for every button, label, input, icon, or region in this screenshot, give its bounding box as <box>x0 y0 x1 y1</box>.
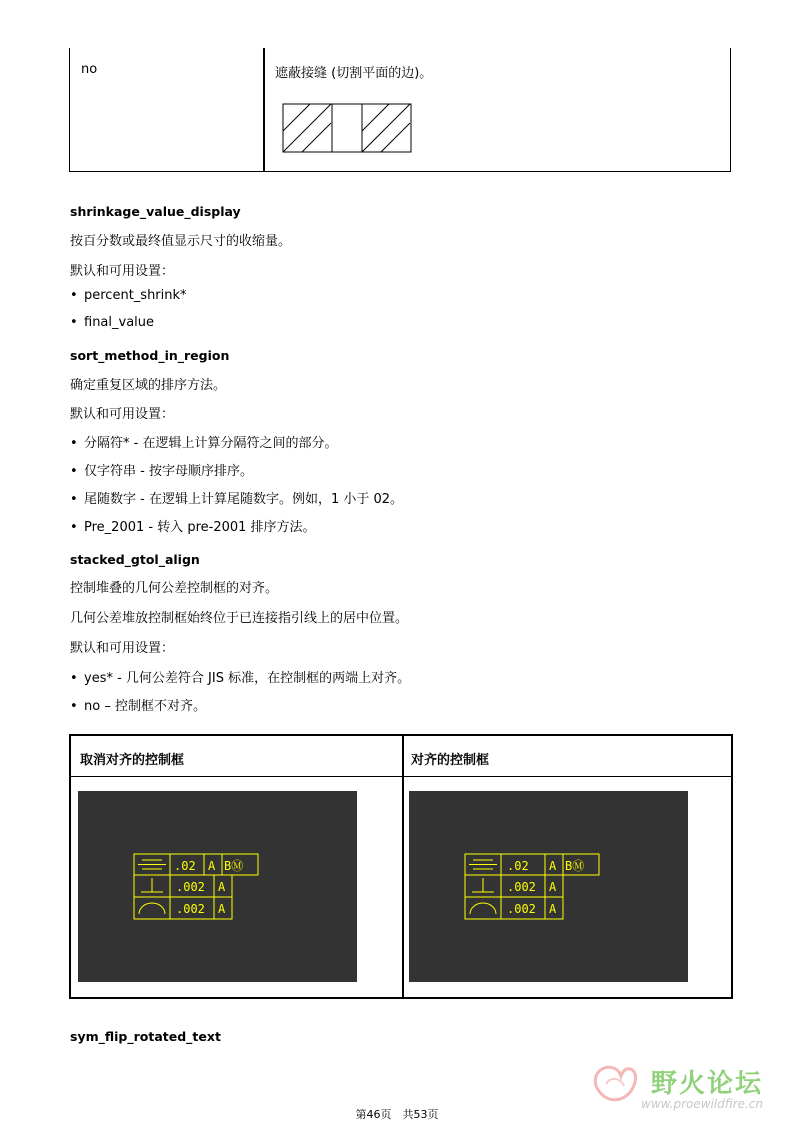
section-title-shrinkage: shrinkage_value_display <box>70 204 241 219</box>
bullet-icon: • <box>70 520 78 535</box>
bullet-icon: • <box>70 288 78 303</box>
top-table <box>69 48 731 172</box>
list-item: • no – 控制框不对齐。 <box>70 699 206 714</box>
tol-value-3: .002 <box>176 902 205 916</box>
tol-value-2: .002 <box>507 880 536 894</box>
aligned-frame-image <box>409 791 688 982</box>
defaults-label: 默认和可用设置： <box>70 641 175 656</box>
list-item: • 尾随数字 - 在逻辑上计算尾随数字。例如，1 小于 02。 <box>70 492 404 507</box>
table-cell-option: no <box>81 62 98 77</box>
bullet-icon: • <box>70 315 78 330</box>
bullet-icon: • <box>70 699 78 714</box>
datum-2: BⓂ <box>565 859 585 873</box>
datum-2: BⓂ <box>224 859 244 873</box>
list-item: • 仅字符串 - 按字母顺序排序。 <box>70 464 253 479</box>
hatch-diagram <box>282 103 414 153</box>
tol-value-2: .002 <box>176 880 205 894</box>
datum-4: A <box>549 902 557 916</box>
datum-1: A <box>208 859 216 873</box>
datum-3: A <box>549 880 557 894</box>
list-item: • 分隔符* - 在逻辑上计算分隔符之间的部分。 <box>70 436 338 451</box>
datum-1: A <box>549 859 557 873</box>
section-description: 确定重复区域的排序方法。 <box>70 378 227 393</box>
tol-value-1: .02 <box>174 859 196 873</box>
bullet-icon: • <box>70 436 78 451</box>
bullet-icon: • <box>70 492 78 507</box>
defaults-label: 默认和可用设置： <box>70 407 175 422</box>
datum-3: A <box>218 880 226 894</box>
header-aligned: 对齐的控制框 <box>411 753 490 768</box>
table-divider <box>263 48 265 172</box>
section-description: 控制堆叠的几何公差控制框的对齐。 <box>70 581 279 596</box>
table-header-divider <box>71 776 731 777</box>
section-title-sort: sort_method_in_region <box>70 348 230 363</box>
unaligned-frame-image <box>78 791 357 982</box>
bullet-icon: • <box>70 464 78 479</box>
datum-4: A <box>218 902 226 916</box>
tol-value-3: .002 <box>507 902 536 916</box>
section-title-stacked: stacked_gtol_align <box>70 552 200 567</box>
watermark-url: www.proewildfire.cn <box>641 1097 763 1111</box>
defaults-label: 默认和可用设置： <box>70 264 175 279</box>
bullet-icon: • <box>70 671 78 686</box>
section-description: 按百分数或最终值显示尺寸的收缩量。 <box>70 234 292 249</box>
list-item: • yes* - 几何公差符合 JIS 标准，在控制框的两端上对齐。 <box>70 671 411 686</box>
table-cell-description: 遮蔽接缝 (切割平面的边)。 <box>275 66 433 81</box>
list-item: • percent_shrink* <box>70 288 187 303</box>
header-unaligned: 取消对齐的控制框 <box>80 753 185 768</box>
gtol-frame-unaligned <box>78 791 357 982</box>
tol-value-1: .02 <box>507 859 529 873</box>
gtol-frame-aligned <box>409 791 688 982</box>
list-item: • Pre_2001 - 转入 pre-2001 排序方法。 <box>70 520 316 535</box>
watermark-logo-text: 野火论坛 <box>651 1069 764 1099</box>
comparison-table <box>69 734 733 999</box>
section-description-2: 几何公差堆放控制框始终位于已连接指引线上的居中位置。 <box>70 611 409 626</box>
section-title-sym: sym_flip_rotated_text <box>70 1029 221 1044</box>
page-number: 第46页 共53页 <box>355 1108 439 1121</box>
list-item: • final_value <box>70 315 155 330</box>
